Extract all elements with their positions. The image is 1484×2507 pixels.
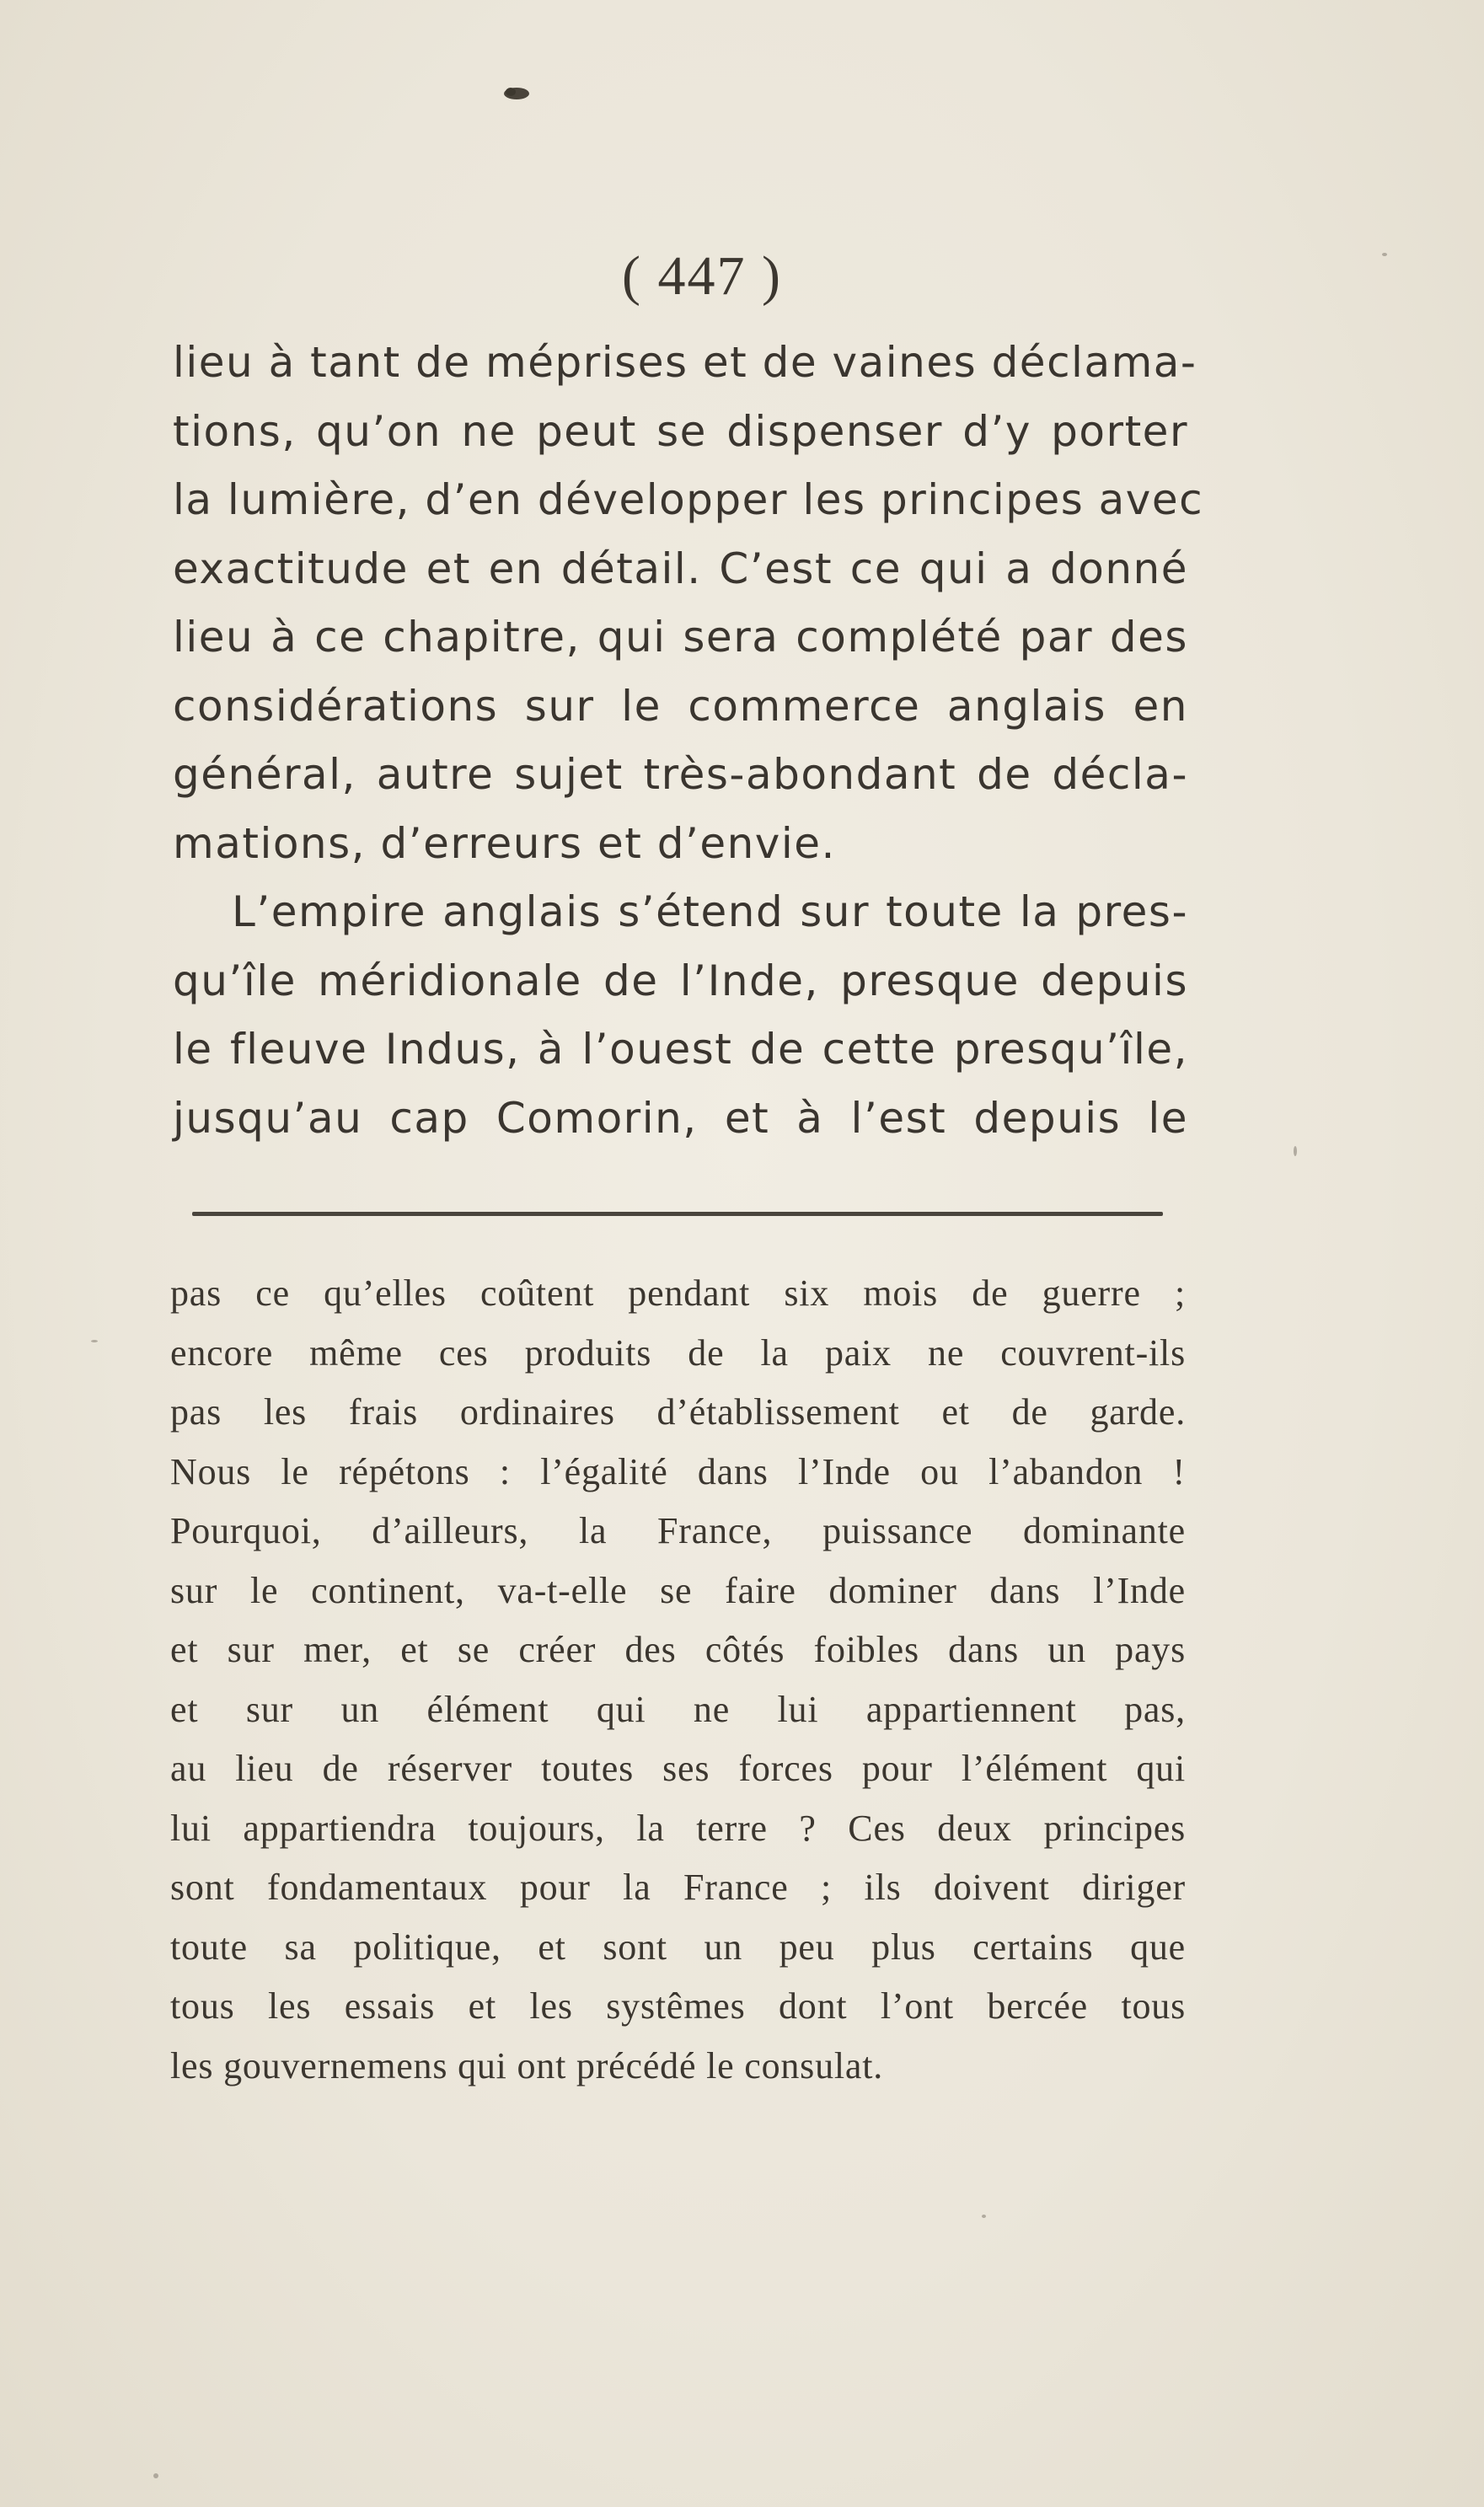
paper-speck [1382,253,1387,256]
footnote-line: Nous le répétons : l’égalité dans l’Inde ou l’abandon ! [170,1450,1186,1492]
main-text-line: général, autre sujet très-abondant de décla- [173,750,1188,799]
main-text-line: tions, qu’on ne peut se dispenser d’y porter [173,406,1188,456]
main-text-line: lieu à tant de méprises et de vaines déclama- [173,338,1197,387]
footnote-separator-rule [192,1212,1163,1216]
paper-speck [91,1340,98,1342]
footnote-line: pas les frais ordinaires d’établissement et de garde. [170,1391,1186,1433]
main-text-line: qu’île méridionale de l’Inde, presque depuis [173,956,1188,1005]
main-text-line: considérations sur le commerce anglais en [173,681,1188,731]
footnote-line: tous les essais et les systêmes dont l’ont bercée tous [170,1985,1186,2027]
footnote-line: encore même ces produits de la paix ne couvrent-ils [170,1331,1186,1374]
main-text-line: L’empire anglais s’étend sur toute la pres- [232,887,1188,936]
paper-speck [1294,1146,1297,1156]
main-text-line: lieu à ce chapitre, qui sera complété par des [173,613,1188,662]
footnote-line: au lieu de réserver toutes ses forces pour l’élément qui [170,1748,1186,1789]
footnote-line: et sur mer, et se créer des côtés foibles dans un pays [170,1629,1186,1670]
main-text-line: jusqu’au cap Comorin, et à l’est depuis le [173,1093,1188,1143]
footnote-line: les gouvernemens qui ont précédé le consulat. [170,2044,884,2086]
main-text-line: exactitude et en détail. C’est ce qui a donné [173,544,1188,593]
paper-speck [153,2473,158,2478]
main-text-line: mations, d’erreurs et d’envie. [173,818,836,868]
page-number: ( 447 ) [622,245,782,307]
footnote-line: et sur un élément qui ne lui appartiennent pas, [170,1688,1186,1730]
main-text-line: la lumière, d’en développer les principes avec [173,475,1204,524]
footnote-block [170,1264,1186,2096]
footnote-line: toute sa politique, et sont un peu plus certains que [170,1926,1186,1968]
ink-ornament-icon [502,84,531,103]
main-text-line: le fleuve Indus, à l’ouest de cette presqu’île, [173,1025,1188,1074]
footnote-line: sur le continent, va-t-elle se faire dominer dans l’Inde [170,1569,1186,1611]
footnote-line: lui appartiendra toujours, la terre ? Ces deux principes [170,1807,1186,1849]
main-text-block [173,329,1204,1153]
footnote-line: Pourquoi, d’ailleurs, la France, puissance dominante [170,1510,1186,1551]
paper-speck [982,2215,986,2218]
footnote-line: pas ce qu’elles coûtent pendant six mois de guerre ; [170,1272,1186,1314]
footnote-line: sont fondamentaux pour la France ; ils doivent diriger [170,1867,1186,1908]
